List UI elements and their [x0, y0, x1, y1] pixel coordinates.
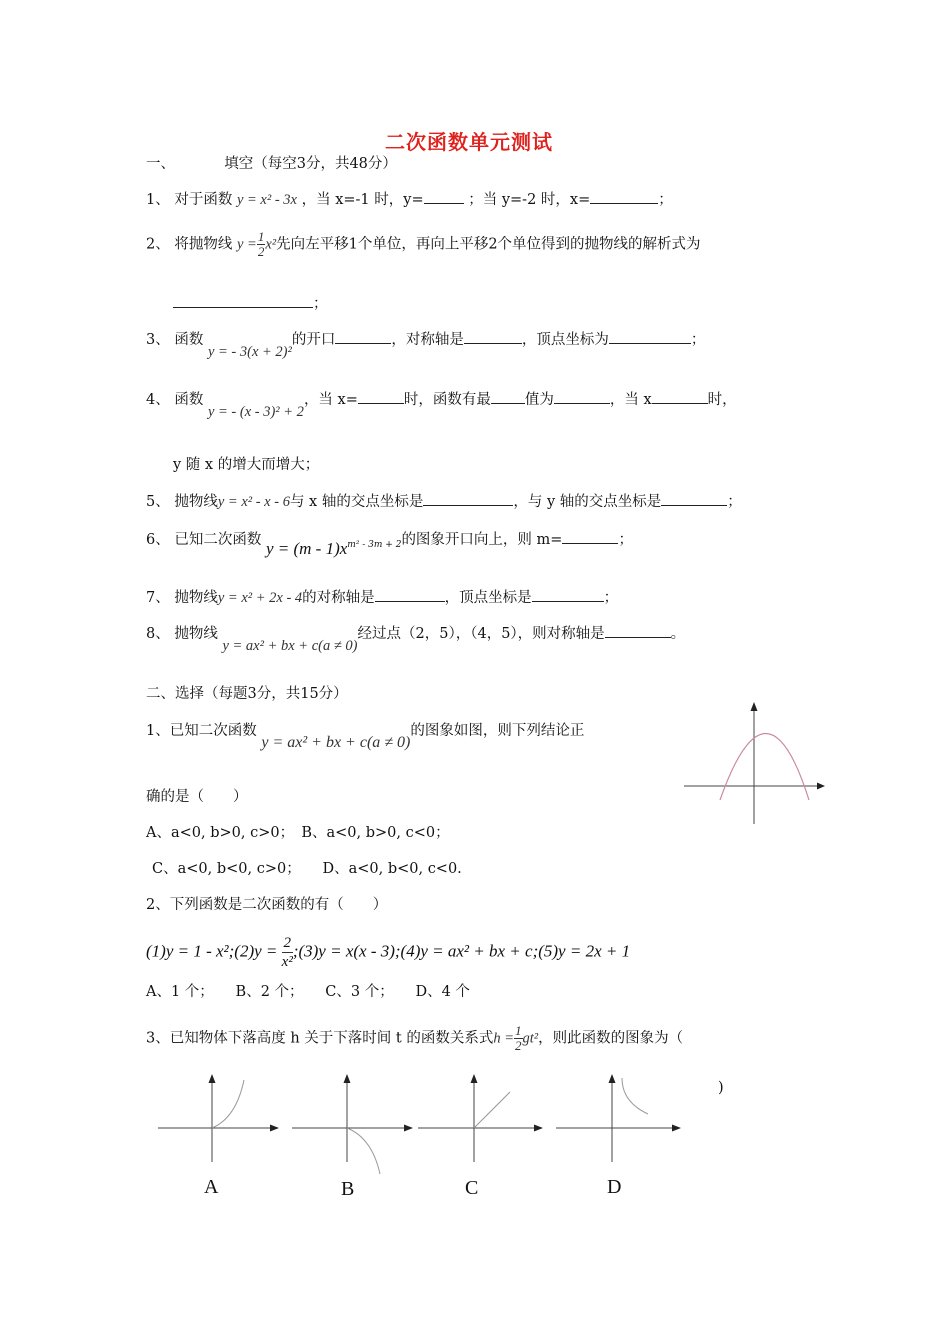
answer-blank[interactable] — [554, 391, 610, 404]
question-text: 的图象开口向上，则 m= — [401, 532, 563, 548]
question-1-2 — [146, 230, 701, 259]
answer-blank[interactable] — [173, 295, 313, 308]
question-text: 的对称轴是 — [302, 590, 375, 606]
fraction-denominator: 2 — [257, 244, 265, 259]
fraction-numerator: 2 — [283, 935, 291, 951]
y-axis-arrow — [209, 1074, 216, 1083]
question-text: 已知二次函数 — [169, 723, 257, 739]
question-text: 值为 — [524, 392, 554, 408]
question-number: 3、 — [146, 332, 170, 348]
graph-label-b[interactable]: B — [341, 1178, 355, 1200]
question-2-3 — [146, 1024, 683, 1053]
question-text: 已知物体下落高度 h 关于下落时间 t 的函数关系式 — [169, 1030, 494, 1047]
graph-label-a[interactable]: A — [204, 1176, 219, 1198]
question-text: 抛物线 — [174, 626, 218, 642]
x-axis-arrow — [404, 1125, 413, 1132]
question-number: 1、 — [146, 723, 170, 739]
question-number: 7、 — [146, 590, 170, 606]
question-2-2 — [146, 893, 387, 914]
question-number: 2、 — [146, 897, 170, 913]
question-text: ，当 x=-1 时，y= — [301, 192, 424, 208]
y-axis-arrow — [344, 1074, 351, 1083]
section1-title: 填空（每空3分，共48分） — [224, 156, 397, 172]
page-title: 二次函数单元测试 — [385, 130, 553, 154]
line-c — [474, 1092, 510, 1128]
question-text: 抛物线 — [174, 590, 218, 606]
question-2-1-continued: 确的是（ ） — [146, 789, 248, 805]
math-expression — [265, 539, 402, 558]
math-expression: h = — [493, 1030, 515, 1047]
math-expression: y = ax² + bx + c(a ≠ 0) — [222, 638, 358, 654]
question-text: 先向左平移1个单位，再向上平移2个单位得到的抛物线的解析式为 — [276, 236, 701, 253]
question-text: ；当 y=-2 时，x= — [468, 192, 591, 208]
curve-d — [622, 1078, 648, 1114]
question-text: 经过点（2，5），（4，5），则对称轴是 — [357, 626, 605, 642]
x-axis-arrow — [270, 1125, 279, 1132]
y-axis-arrow — [609, 1074, 616, 1083]
question-number: 1、 — [146, 192, 170, 208]
answer-blank[interactable] — [532, 589, 604, 602]
question-text: ，当 x — [609, 392, 652, 408]
parabola-figure — [684, 700, 826, 824]
question-number: 2、 — [146, 236, 170, 253]
graph-d — [556, 1072, 682, 1162]
answer-blank[interactable] — [562, 531, 618, 544]
question-text: 函数 — [174, 392, 204, 408]
options-ab: A、a<0, b>0, c>0； B、a<0, b>0, c<0； — [146, 825, 450, 841]
question-1-8 — [146, 622, 686, 654]
math-expression: ;(3)y = x(x - 3);(4)y = ax² + bx + c;(5)y = 2x + 1 — [292, 941, 631, 961]
question-text: 时， — [707, 392, 737, 408]
section1-heading — [146, 152, 397, 173]
graph-label-d[interactable]: D — [607, 1176, 622, 1198]
graph-b — [292, 1072, 414, 1176]
question-text: ，顶点坐标为 — [521, 332, 609, 348]
question-1-2-answer-line — [173, 292, 328, 313]
section1-number: 一、 — [146, 156, 175, 172]
question-text: ，则此函数的图象为（ — [538, 1030, 684, 1047]
question-number: 4、 — [146, 392, 170, 408]
fraction-numerator: 1 — [257, 229, 265, 244]
question-text: 与 x 轴的交点坐标是 — [289, 494, 424, 510]
fraction — [514, 1024, 523, 1053]
fraction-denominator: 2 — [515, 1038, 522, 1053]
answer-blank[interactable] — [464, 331, 522, 344]
section2-heading: 二、选择（每题3分，共15分） — [146, 686, 348, 702]
question-text: 时，函数有最 — [403, 392, 491, 408]
answer-blank[interactable] — [335, 331, 391, 344]
math-exponent: m² - 3m + 2 — [347, 540, 402, 550]
math-expression: y = ax² + bx + c(a ≠ 0) — [261, 734, 411, 751]
question-1-1 — [146, 188, 673, 209]
question-number: 3、 — [146, 1030, 170, 1047]
answer-blank[interactable] — [609, 331, 691, 344]
math-expression: y = - 3(x + 2)² — [207, 344, 292, 360]
question-text: 的图象如图，则下列结论正 — [410, 723, 585, 739]
question-number: 8、 — [146, 626, 170, 642]
question-text: 抛物线 — [174, 494, 218, 510]
question-text: 下列函数是二次函数的有（ ） — [169, 897, 388, 913]
math-expression: y = x² - 3x — [236, 192, 297, 208]
question-1-7 — [146, 586, 618, 607]
answer-blank[interactable] — [358, 391, 404, 404]
question-number: 6、 — [146, 532, 170, 548]
question-text: ； — [603, 590, 619, 606]
math-expression: (1)y = 1 - x²;(2)y = — [146, 941, 282, 961]
question-1-5 — [146, 490, 742, 511]
fraction-numerator: 1 — [515, 1023, 522, 1038]
question-1-3 — [146, 328, 706, 360]
answer-blank[interactable] — [605, 625, 671, 638]
curve-b — [347, 1128, 380, 1174]
graph-c — [418, 1072, 544, 1162]
math-expression: x² — [265, 236, 277, 253]
answer-blank[interactable] — [423, 493, 513, 506]
fraction — [282, 934, 293, 971]
closing-paren: ) — [718, 1080, 724, 1096]
functions-list — [146, 934, 630, 971]
question-number: 5、 — [146, 494, 170, 510]
answer-blank[interactable] — [375, 589, 445, 602]
question-text: 函数 — [174, 332, 204, 348]
question-1-4 — [146, 388, 737, 420]
question-text: 对于函数 — [174, 192, 233, 208]
question-text: ； — [313, 296, 328, 312]
question-text: 将抛物线 — [174, 236, 233, 253]
math-base: y = (m - 1)x — [265, 539, 348, 558]
x-axis-arrow — [817, 783, 825, 790]
x-axis-arrow — [534, 1125, 543, 1132]
y-axis-arrow — [751, 702, 758, 711]
options-cd: C、a<0, b<0, c>0； D、a<0, b<0, c<0. — [152, 861, 462, 877]
answer-blank[interactable] — [491, 391, 525, 404]
question-text: 的开口 — [291, 332, 336, 348]
curve-a — [212, 1080, 244, 1128]
question-text: ； — [618, 532, 633, 548]
y-axis-arrow — [471, 1074, 478, 1083]
question-text: ，顶点坐标是 — [444, 590, 532, 606]
math-expression: y = x² + 2x - 4 — [217, 590, 303, 606]
math-expression: gt² — [522, 1030, 539, 1047]
math-expression: y = x² - x - 6 — [217, 494, 290, 510]
x-axis-arrow — [672, 1125, 681, 1132]
question-1-6 — [146, 528, 633, 558]
question-text: ，当 x= — [303, 392, 358, 408]
question-text: ，对称轴是 — [391, 332, 464, 348]
question-2-1 — [146, 719, 585, 751]
question-text: ； — [690, 332, 706, 348]
question-text: ，与 y 轴的交点坐标是 — [513, 494, 662, 510]
question-text: 已知二次函数 — [174, 532, 262, 548]
question-text: ； — [727, 494, 742, 510]
parabola-curve — [720, 734, 809, 801]
answer-blank[interactable] — [652, 391, 708, 404]
graph-a — [158, 1072, 280, 1162]
answer-blank[interactable] — [590, 191, 658, 204]
math-expression: y = — [236, 236, 257, 253]
answer-blank[interactable] — [661, 493, 727, 506]
fraction-denominator: x² — [281, 954, 293, 970]
question-1-4-continued: y 随 x 的增大而增大； — [173, 457, 320, 473]
question-text: 。 — [670, 626, 686, 642]
options-2-2: A、1 个； B、2 个； C、3 个； D、4 个 — [146, 984, 470, 1000]
answer-blank[interactable] — [424, 191, 464, 204]
graph-label-c[interactable]: C — [465, 1177, 479, 1199]
math-expression: y = - (x - 3)² + 2 — [207, 404, 304, 420]
question-text: ； — [658, 192, 673, 208]
